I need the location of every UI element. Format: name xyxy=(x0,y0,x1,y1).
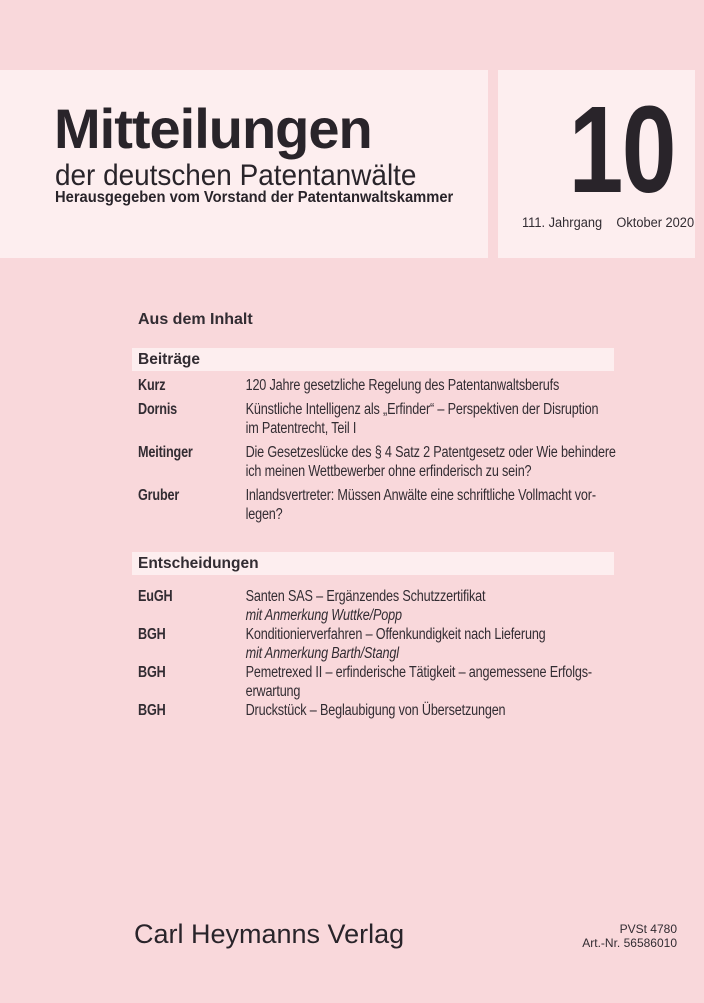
toc-row-title-line: Die Gesetzeslücke des § 4 Satz 2 Patentgesetz oder Wie behindere xyxy=(245,444,616,461)
toc-row-author: Meitinger xyxy=(138,444,193,461)
toc-row-annotation: mit Anmerkung Barth/Stangl xyxy=(245,645,399,662)
issue-volume: 111. Jahrgang xyxy=(522,215,603,230)
toc-row-title xyxy=(246,443,621,481)
toc-row-court: EuGH xyxy=(138,588,173,605)
toc-row xyxy=(138,587,627,625)
journal-title: Mitteilungen xyxy=(54,97,372,160)
toc-row-title-line: Inlandsvertreter: Müssen Anwälte eine schriftliche Vollmacht vor- xyxy=(245,487,596,504)
toc-row xyxy=(138,443,627,481)
toc-row-court: BGH xyxy=(138,664,166,681)
issue-meta xyxy=(522,215,694,231)
journal-subtitle: der deutschen Patentanwälte xyxy=(55,159,417,192)
toc-row-author: Kurz xyxy=(138,377,166,394)
toc-row xyxy=(138,701,627,720)
toc-section-entscheidungen xyxy=(138,587,627,720)
postal-id: PVSt 4780 xyxy=(619,922,677,936)
toc-row-court: BGH xyxy=(138,626,166,643)
issue-month: Oktober 2020 xyxy=(616,215,695,230)
toc-section-beitraege xyxy=(138,376,627,529)
toc-row-author: Dornis xyxy=(138,401,178,418)
toc-row-court: BGH xyxy=(138,702,166,719)
toc-row-title-line: Künstliche Intelligenz als „Erfinder“ – Perspektiven der Disruption xyxy=(245,401,599,418)
toc-row-title-line: Pemetrexed II – erfinderische Tätigkeit – angemessene Erfolgs- xyxy=(245,664,592,681)
toc-row-title xyxy=(246,400,621,438)
footer-ids xyxy=(582,923,677,950)
section-header-beitraege: Beiträge xyxy=(132,348,614,371)
toc-heading: Aus dem Inhalt xyxy=(138,311,253,328)
toc-row xyxy=(138,400,627,438)
toc-row-title-line: Konditionierverfahren – Offenkundigkeit nach Lieferung xyxy=(245,626,546,643)
toc-row-title-line: legen? xyxy=(245,506,283,523)
article-number: Art.-Nr. 56586010 xyxy=(582,935,677,950)
toc-row xyxy=(138,486,627,524)
toc-row-title-line: Santen SAS – Ergänzendes Schutzzertifikat xyxy=(245,588,486,605)
toc-row-title-line: 120 Jahre gesetzliche Regelung des Patentanwaltsberufs xyxy=(245,377,560,394)
toc-row-title-line: erwartung xyxy=(245,683,301,700)
toc-row-author: Gruber xyxy=(138,487,180,504)
issue-number: 10 xyxy=(568,82,675,219)
toc-row-title-line: Druckstück – Beglaubigung von Übersetzungen xyxy=(245,702,506,719)
toc-row-title-line: ich meinen Wettbewerber ohne erfinderisch zu sein? xyxy=(245,463,532,480)
toc-row-title xyxy=(246,701,621,720)
toc-row-title xyxy=(246,587,621,625)
toc-row-title xyxy=(246,486,621,524)
toc-row-title-line: im Patentrecht, Teil I xyxy=(245,420,357,437)
toc-row xyxy=(138,376,627,395)
toc-row-title xyxy=(246,663,621,701)
toc-row xyxy=(138,663,627,701)
section-header-entscheidungen: Entscheidungen xyxy=(132,552,614,575)
publisher-name: Carl Heymanns Verlag xyxy=(134,919,405,949)
toc-row-title xyxy=(246,625,621,663)
toc-row-title xyxy=(246,376,621,395)
toc-row-annotation: mit Anmerkung Wuttke/Popp xyxy=(245,607,402,624)
journal-tagline: Herausgegeben vom Vorstand der Patentanwaltskammer xyxy=(55,189,454,206)
toc-row xyxy=(138,625,627,663)
